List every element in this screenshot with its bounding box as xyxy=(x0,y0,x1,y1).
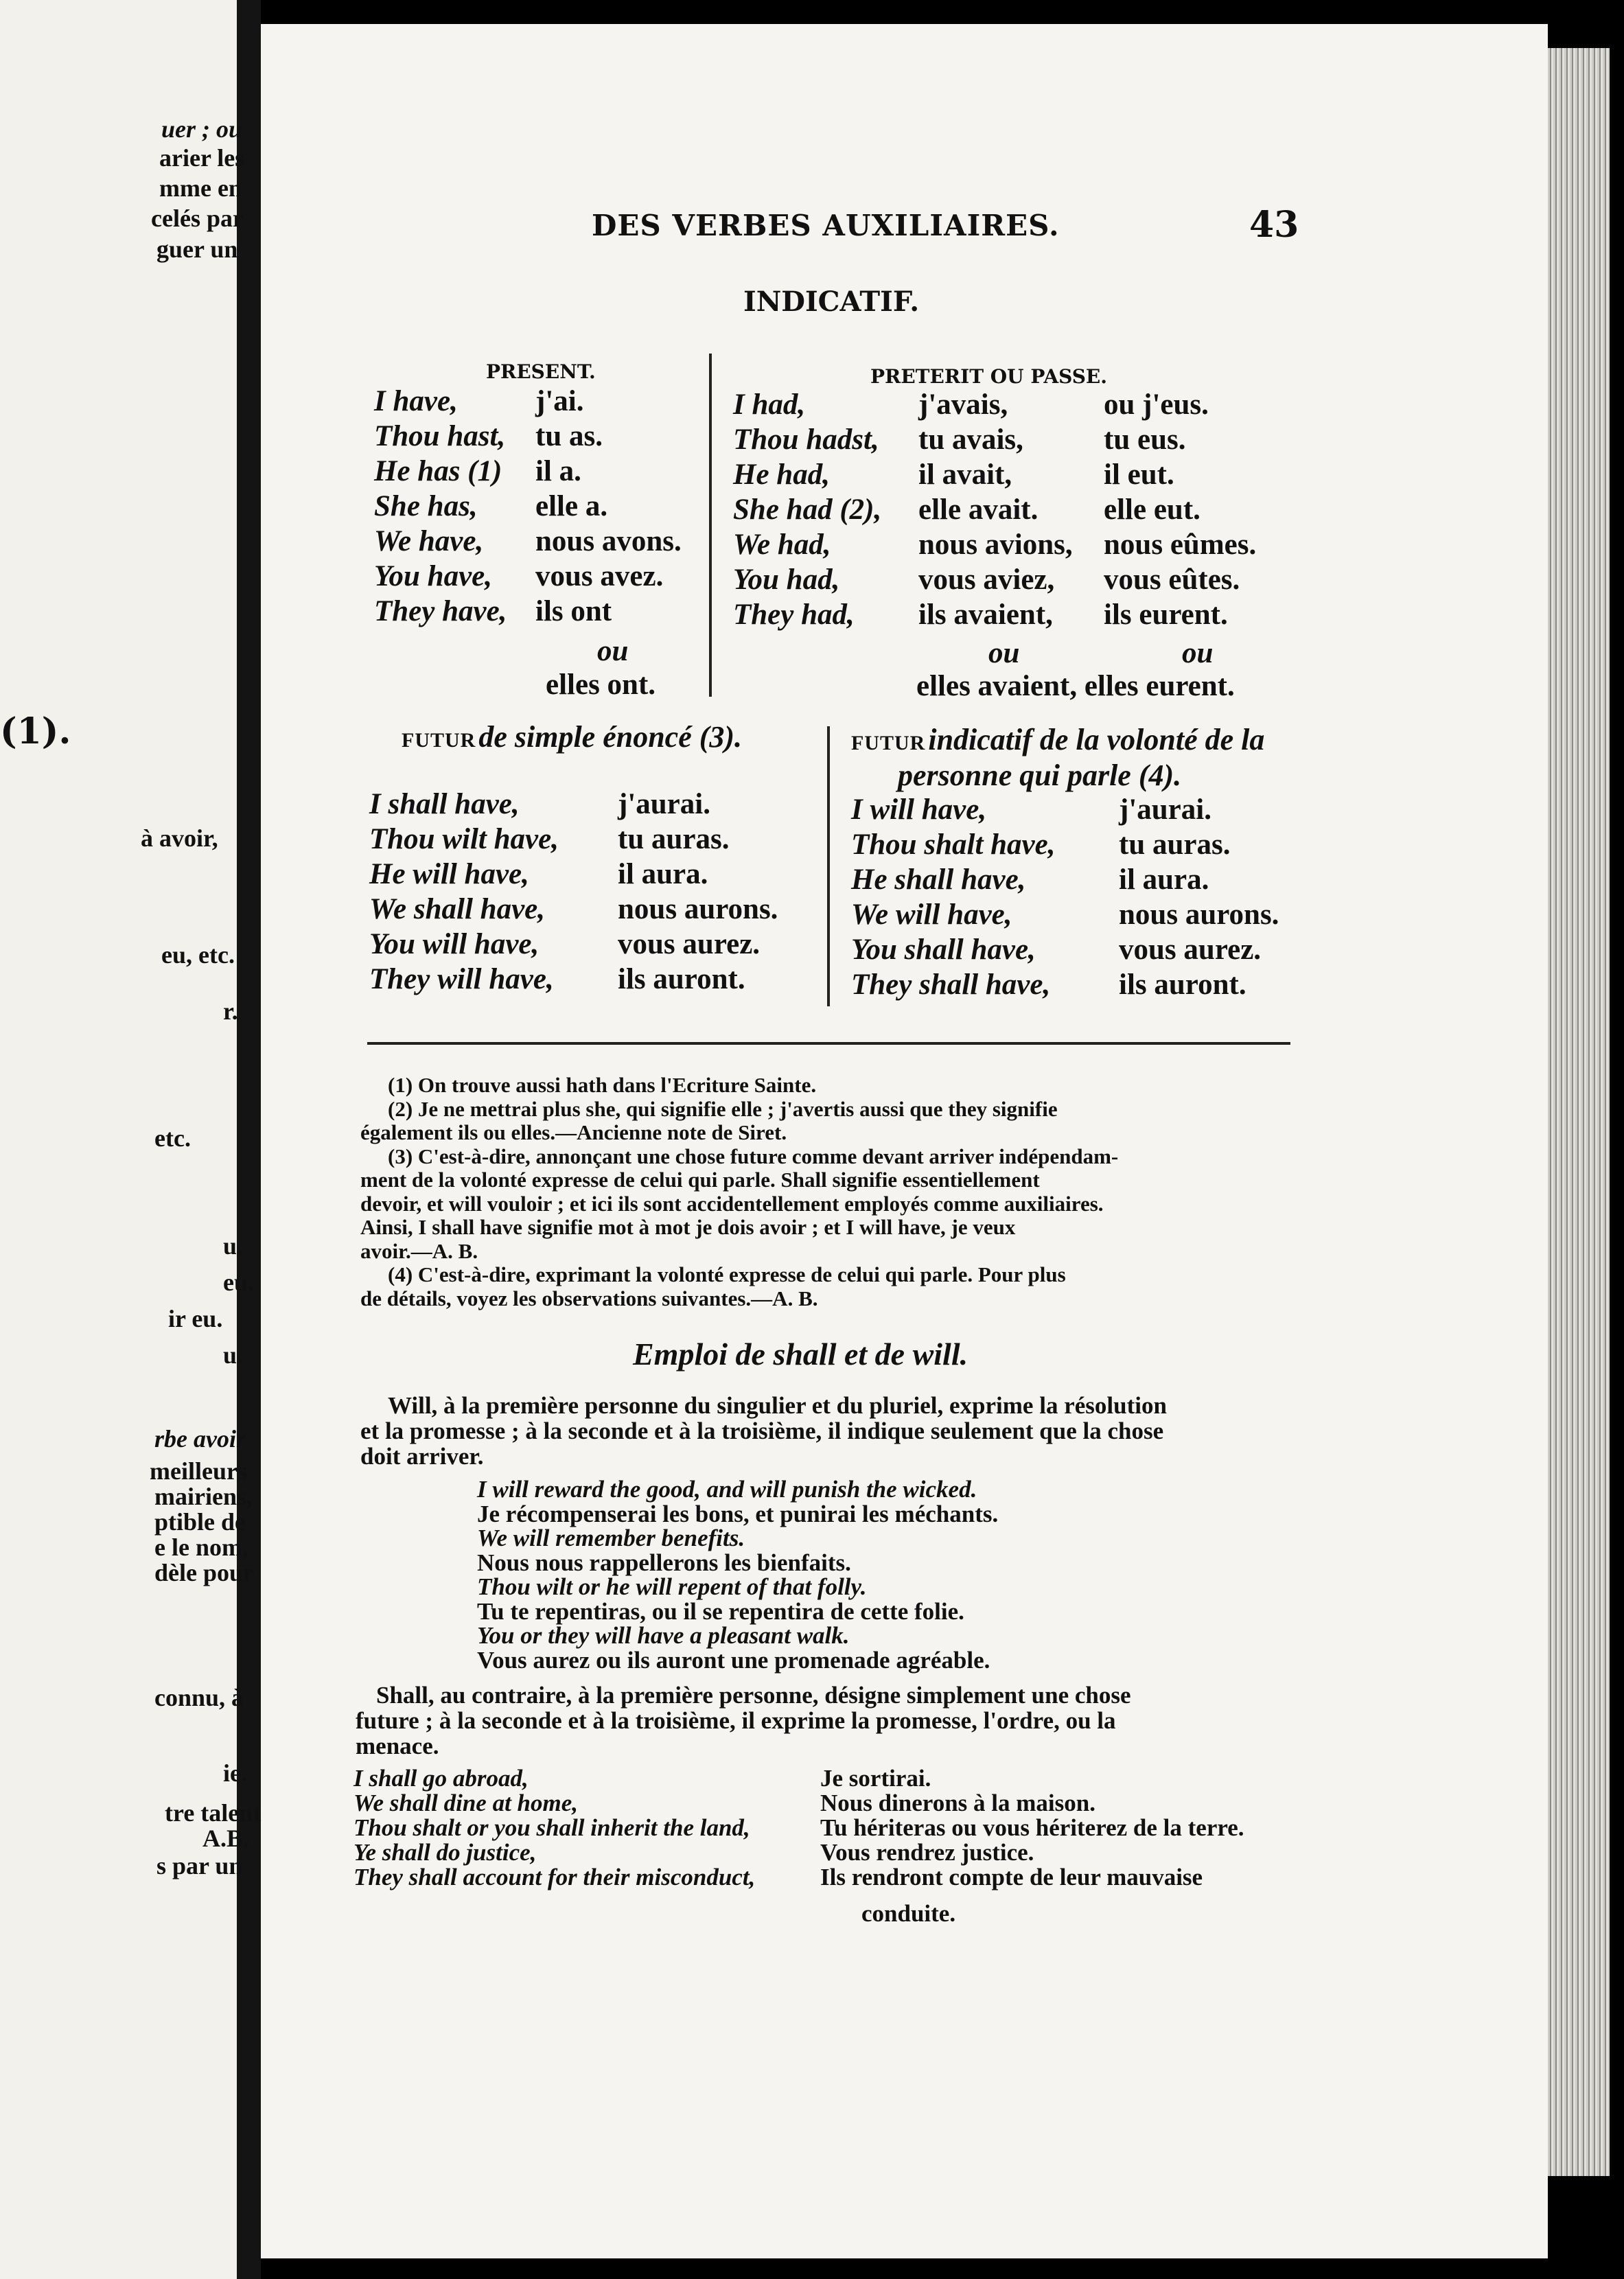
futur1-title-lead: FUTUR xyxy=(402,729,476,752)
shall-example-english: Ye shall do justice, xyxy=(353,1839,537,1866)
present-english: I have, xyxy=(374,385,458,417)
preterit-french: elle avait. xyxy=(918,494,1039,526)
present-english: You have, xyxy=(374,560,492,592)
futur1-title-rest: de simple énoncé (3). xyxy=(478,720,743,754)
preterit-french-alt: nous eûmes. xyxy=(1104,529,1257,561)
left-page-fragment: etc. xyxy=(154,1124,191,1152)
preterit-french: ils avaient, xyxy=(918,599,1053,631)
will-example-line: I will reward the good, and will punish the wicked. xyxy=(477,1476,977,1503)
futur1-english: He will have, xyxy=(369,858,529,890)
left-page-fragment: e le nom, xyxy=(154,1534,248,1561)
footnote-line: devoir, et will vouloir ; et ici ils sont accidentellement employés comme auxiliaires. xyxy=(360,1191,1104,1216)
preterit-title: PRETERIT OU PASSE. xyxy=(870,365,1108,388)
footnote-line: (3) C'est-à-dire, annonçant une chose future comme devant arriver indépendam- xyxy=(388,1144,1119,1168)
preterit-french-alt: ou j'eus. xyxy=(1104,389,1209,421)
book-gutter xyxy=(237,0,261,2279)
preterit-alt: elles avaient, elles eurent. xyxy=(916,670,1235,702)
left-page-fragment: ir eu. xyxy=(168,1305,223,1332)
futur1-french: nous aurons. xyxy=(618,893,778,925)
shall-example-french: Vous rendrez justice. xyxy=(820,1839,1034,1866)
left-page-fragment: arier les xyxy=(159,144,245,172)
left-page-fragment: meilleurs xyxy=(150,1457,247,1485)
mode-title: INDICATIF. xyxy=(743,286,920,318)
shall-example-english: They shall account for their misconduct, xyxy=(353,1864,756,1890)
left-page-fragment: tre talent xyxy=(165,1799,262,1827)
present-french: j'ai. xyxy=(535,385,584,417)
footnote-line: (4) C'est-à-dire, exprimant la volonté expresse de celui qui parle. Pour plus xyxy=(388,1262,1066,1286)
futur2-title-rest: indicatif de la volonté de la xyxy=(928,723,1265,756)
futur1-english: I shall have, xyxy=(369,788,520,820)
will-paragraph-line: et la promesse ; à la seconde et à la troisième, il indique seulement que la chose xyxy=(360,1418,1164,1444)
present-french: il a. xyxy=(535,455,581,487)
present-ou: ou xyxy=(597,635,629,667)
preterit-english: I had, xyxy=(733,389,806,421)
left-page-fragment: u. xyxy=(223,1341,244,1369)
preterit-english: They had, xyxy=(733,599,855,631)
will-example-line: Nous nous rappellerons les bienfaits. xyxy=(477,1549,851,1576)
footnote-line: Ainsi, I shall have signifie mot à mot je dois avoir ; et I will have, je veux xyxy=(360,1215,1016,1239)
left-page-fragment: dèle pour xyxy=(154,1559,255,1586)
left-page-fragment: (1). xyxy=(0,710,71,752)
present-english: They have, xyxy=(374,595,507,627)
left-page-fragment: à avoir, xyxy=(141,824,218,852)
footnote-line: ment de la volonté expresse de celui qui parle. Shall signifie essentiellement xyxy=(360,1168,1040,1192)
footnote-separator xyxy=(367,1042,1290,1045)
left-page-fragment: mairiens, xyxy=(154,1483,253,1510)
futur1-french: tu auras. xyxy=(618,823,730,855)
shall-example-english: Thou shalt or you shall inherit the land, xyxy=(353,1814,750,1841)
preterit-english: You had, xyxy=(733,564,840,596)
will-paragraph-line: Will, à la première personne du singulier et du pluriel, exprime la résolution xyxy=(388,1392,1167,1419)
preterit-english: He had, xyxy=(733,459,830,491)
will-example-line: Tu te repentiras, ou il se repentira de cette folie. xyxy=(477,1597,964,1625)
preterit-french: nous avions, xyxy=(918,529,1073,561)
shall-paragraph-line: Shall, au contraire, à la première personne, désigne simplement une chose xyxy=(376,1682,1131,1709)
left-page-fragment: r. xyxy=(223,997,238,1025)
shall-paragraph-line: future ; à la seconde et à la troisième, il exprime la promesse, l'ordre, ou la xyxy=(356,1707,1116,1734)
futur2-english: They shall have, xyxy=(851,969,1051,1001)
shall-example-french: Nous dinerons à la maison. xyxy=(820,1790,1095,1816)
futur1-english: We shall have, xyxy=(369,893,546,925)
footnote-line: de détails, voyez les observations suivantes.—A. B. xyxy=(360,1286,818,1310)
left-page-fragment: u. xyxy=(223,1232,244,1260)
futur2-english: He shall have, xyxy=(851,864,1026,896)
column-divider-2 xyxy=(827,726,830,1006)
futur2-english: Thou shalt have, xyxy=(851,829,1056,861)
present-french: nous avons. xyxy=(535,525,682,557)
will-example-line: We will remember benefits. xyxy=(477,1525,745,1551)
futur1-english: You will have, xyxy=(369,928,540,960)
section-title: Emploi de shall et de will. xyxy=(633,1337,968,1372)
shall-example-french: Tu hériteras ou vous hériterez de la terre. xyxy=(820,1814,1244,1841)
futur2-english: I will have, xyxy=(851,794,987,826)
present-english: He has (1) xyxy=(374,455,502,487)
futur1-french: j'aurai. xyxy=(618,788,710,820)
left-page-fragment: mme en xyxy=(159,174,242,202)
futur2-french: tu auras. xyxy=(1119,829,1231,861)
left-page-fragment: rbe avoir xyxy=(154,1425,246,1453)
preterit-english: She had (2), xyxy=(733,494,882,526)
preterit-french-alt: elle eut. xyxy=(1104,494,1200,526)
page-edges xyxy=(1548,48,1610,2176)
preterit-english: We had, xyxy=(733,529,831,561)
footnote-line: également ils ou elles.—Ancienne note de Siret. xyxy=(360,1120,787,1144)
present-french: ils ont xyxy=(535,595,612,627)
present-alt: elles ont. xyxy=(546,669,656,701)
futur2-french: il aura. xyxy=(1119,864,1209,896)
preterit-french-alt: tu eus. xyxy=(1104,424,1186,456)
shall-example-english: I shall go abroad, xyxy=(353,1765,529,1792)
futur2-title-lead: FUTUR xyxy=(851,732,926,754)
shall-paragraph-line: menace. xyxy=(356,1733,439,1759)
shall-example-french: Ils rendront compte de leur mauvaise xyxy=(820,1864,1203,1890)
futur2-english: You shall have, xyxy=(851,934,1036,966)
left-page-fragment: eu, etc. xyxy=(161,941,235,969)
left-page-fragment: connu, à xyxy=(154,1684,244,1711)
shall-example-english: We shall dine at home, xyxy=(353,1790,579,1816)
present-english: Thou hast, xyxy=(374,420,506,452)
futur1-french: ils auront. xyxy=(618,963,745,995)
present-english: She has, xyxy=(374,490,478,522)
left-page-fragment: ptible de xyxy=(154,1508,246,1536)
footnote-line: avoir.—A. B. xyxy=(360,1238,478,1263)
preterit-french-alt: ils eurent. xyxy=(1104,599,1228,631)
footnote-line: (2) Je ne mettrai plus she, qui signifie elle ; j'avertis aussi que they signifie xyxy=(388,1096,1058,1121)
present-french: elle a. xyxy=(535,490,608,522)
futur2-french: ils auront. xyxy=(1119,969,1246,1001)
left-page-fragment: ie. xyxy=(223,1759,247,1787)
futur1-english: They will have, xyxy=(369,963,554,995)
preterit-french: j'avais, xyxy=(918,389,1008,421)
will-example-line: Thou wilt or he will repent of that folly. xyxy=(477,1573,867,1600)
preterit-english: Thou hadst, xyxy=(733,424,879,456)
futur2-french: j'aurai. xyxy=(1119,794,1211,826)
preterit-ou-1: ou xyxy=(988,637,1020,669)
will-example-line: Vous aurez ou ils auront une promenade agréable. xyxy=(477,1646,990,1674)
left-page-fragment: uer ; ou xyxy=(161,115,243,143)
left-page-fragment: guer un xyxy=(156,235,238,263)
left-page xyxy=(0,0,237,2279)
preterit-french-alt: il eut. xyxy=(1104,459,1174,491)
futur1-french: il aura. xyxy=(618,858,708,890)
futur2-title-line2: personne qui parle (4). xyxy=(898,759,1182,792)
futur2-french: nous aurons. xyxy=(1119,899,1279,931)
will-paragraph-line: doit arriver. xyxy=(360,1443,484,1470)
page-number: 43 xyxy=(1249,204,1299,246)
left-page-fragment: A.B. xyxy=(202,1825,250,1852)
futur2-english: We will have, xyxy=(851,899,1012,931)
shall-example-cont: conduite. xyxy=(861,1900,956,1927)
left-page-fragment: s par un xyxy=(156,1852,243,1879)
left-page-fragment: eu. xyxy=(223,1269,254,1296)
footnote-line: (1) On trouve aussi hath dans l'Ecriture Sainte. xyxy=(388,1073,817,1097)
present-english: We have, xyxy=(374,525,484,557)
present-title: PRESENT. xyxy=(486,360,596,383)
futur2-french: vous aurez. xyxy=(1119,934,1262,966)
present-french: tu as. xyxy=(535,420,603,452)
will-example-line: You or they will have a pleasant walk. xyxy=(477,1622,850,1649)
preterit-ou-2: ou xyxy=(1182,637,1214,669)
preterit-french: vous aviez, xyxy=(918,564,1055,596)
futur1-english: Thou wilt have, xyxy=(369,823,559,855)
present-french: vous avez. xyxy=(535,560,664,592)
futur1-title xyxy=(402,722,742,752)
column-divider xyxy=(709,354,712,697)
running-head: DES VERBES AUXILIAIRES. xyxy=(592,209,1060,242)
futur2-title-line1 xyxy=(851,725,1264,755)
left-page-fragment: celés par xyxy=(151,205,244,232)
preterit-french-alt: vous eûtes. xyxy=(1104,564,1240,596)
preterit-french: il avait, xyxy=(918,459,1012,491)
shall-example-french: Je sortirai. xyxy=(820,1765,931,1792)
preterit-french: tu avais, xyxy=(918,424,1023,456)
will-example-line: Je récompenserai les bons, et punirai les méchants. xyxy=(477,1500,999,1527)
futur1-french: vous aurez. xyxy=(618,928,761,960)
